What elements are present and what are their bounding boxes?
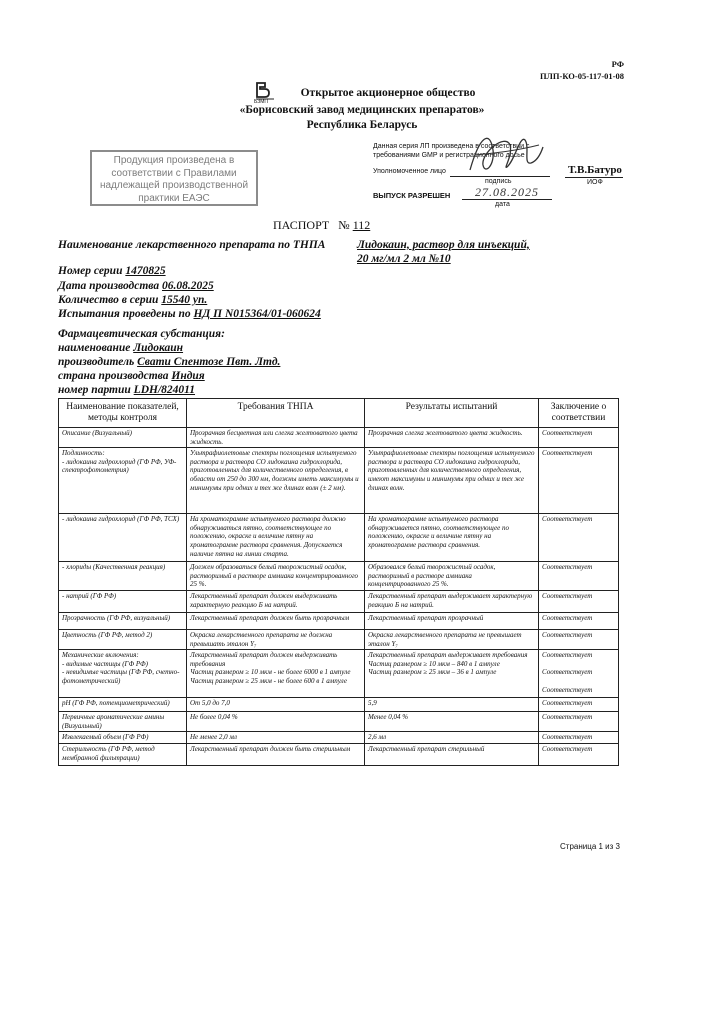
table-row	[59, 590, 619, 612]
cell-requirement: Ультрафиолетовые спектры поглощения испытуемого раствора и раствора СО лидокаина гидрохлорида, приготовленных для количественного определения, в области от 250 до 300 нм, должны иметь максимумы и минимумы при одних и тех же длинах волн (± 2 нм).	[187, 448, 365, 514]
substance-country-row	[58, 370, 205, 382]
cell-indicator: - лидокаина гидрохлорид (ГФ РФ, ТСХ)	[59, 514, 187, 562]
table-row	[59, 448, 619, 514]
company-line3: Республика Беларусь	[306, 119, 418, 131]
signature-caption: подпись	[485, 178, 512, 185]
drug-label: Наименование лекарственного препарата по ТНПА	[58, 239, 326, 251]
cell-result: Менее 0,04 %	[365, 712, 539, 732]
tests-value: НД П N015364/01-060624	[193, 308, 321, 320]
company-line2: «Борисовский завод медицинских препаратов»	[239, 104, 485, 116]
cell-requirement: Лекарственный препарат должен выдерживать требования Частиц размером ≥ 10 мкм - не более 6000 в 1 ампуле Частиц размером ≥ 25 мкм - не более 600 в 1 ампуле	[187, 650, 365, 698]
table-row	[59, 629, 619, 649]
doc-code	[540, 58, 624, 82]
table-row	[59, 743, 619, 765]
cell-indicator: Первичные ароматические амины (Визуальный)	[59, 712, 187, 732]
cell-conclusion: Соответствует	[539, 743, 619, 765]
release-statement: Данная серия ЛП произведена в соответствии с требованиями GMP и регистрационного досье	[373, 143, 530, 159]
date-line	[462, 199, 552, 200]
cell-requirement: От 5,0 до 7,0	[187, 698, 365, 712]
cell-conclusion: Соответствует	[539, 562, 619, 591]
cell-indicator: Извлекаемый объем (ГФ РФ)	[59, 732, 187, 744]
release-label: ВЫПУСК РАЗРЕШЕН	[373, 191, 451, 200]
substance-maker-row	[58, 356, 280, 368]
tests-label: Испытания проведены по	[58, 308, 191, 320]
substance-heading: Фармацевтическая субстанция:	[58, 328, 225, 340]
name-caption: ИОФ	[587, 179, 603, 186]
cell-requirement: Не менее 2,0 мл	[187, 732, 365, 744]
passport-title-text: ПАСПОРТ	[273, 218, 330, 232]
cell-conclusion: Соответствует	[539, 448, 619, 514]
table-row	[59, 514, 619, 562]
cell-result: Лекарственный препарат прозрачный	[365, 612, 539, 629]
cell-indicator: Описание (Визуальный)	[59, 428, 187, 448]
cell-result: 5,9	[365, 698, 539, 712]
cell-result: Образовался белый творожистый осадок, растворимый в растворе аммиака концентрированного 25 %.	[365, 562, 539, 591]
cell-result: Ультрафиолетовые спектры поглощения испытуемого раствора и раствора СО лидокаина гидрохлорида, приготовленных для количественного определения, имеют максимумы и минимумы при одних и тех же длинах волн.	[365, 448, 539, 514]
page-number: Страница 1 из 3	[560, 842, 620, 851]
substance-lot-row	[58, 384, 195, 396]
cell-result: Лекарственный препарат выдерживает требования Частиц размером ≥ 10 мкм – 840 в 1 ампуле Частиц размером ≥ 25 мкм – 36 в 1 ампуле	[365, 650, 539, 698]
passport-number: 112	[352, 218, 371, 232]
cell-requirement: Лекарственный препарат должен быть прозрачным	[187, 612, 365, 629]
results-table	[58, 398, 619, 766]
doc-code-line1: РФ	[611, 59, 624, 69]
cell-conclusion: Соответствует	[539, 732, 619, 744]
release-date: 27.08.2025	[475, 185, 539, 199]
cell-conclusion: Соответствует	[539, 612, 619, 629]
header-conclusion: Заключение о соответствии	[539, 399, 619, 428]
table-row	[59, 712, 619, 732]
passport-number-label: №	[338, 218, 350, 232]
cell-requirement: Лекарственный препарат должен быть стерильным	[187, 743, 365, 765]
series-value: 1470825	[125, 265, 166, 277]
table-row	[59, 612, 619, 629]
cell-indicator: Цветность (ГФ РФ, метод 2)	[59, 629, 187, 649]
cell-conclusion: Соответствует	[539, 428, 619, 448]
substance-maker-value: Свати Спентозе Пвт. Лтд.	[137, 356, 281, 368]
quantity-row	[58, 294, 207, 306]
substance-lot-label: номер партии	[58, 384, 131, 396]
cell-indicator: Стерильность (ГФ РФ, метод мембранной фильтрации)	[59, 743, 187, 765]
production-date-value: 06.08.2025	[161, 280, 214, 292]
header-indicator: Наименование показателей, методы контроля	[59, 399, 187, 428]
production-date-row	[58, 280, 214, 292]
authorized-name: Т.В.Батуро	[568, 164, 622, 176]
table-row	[59, 562, 619, 591]
quantity-value: 15540 уп.	[161, 294, 208, 306]
table-row	[59, 650, 619, 698]
cell-conclusion: Соответствует	[539, 629, 619, 649]
substance-maker-label: производитель	[58, 356, 135, 368]
cell-requirement: Прозрачная бесцветная или слегка желтоватого цвета жидкость.	[187, 428, 365, 448]
cell-requirement: На хроматограмме испытуемого раствора должно обнаруживаться пятно, соответствующее по положению, окраске и величине пятну на хроматограмме раствора сравнения. Допускается наличие пятна на линии старта.	[187, 514, 365, 562]
authorized-label: Уполномоченное лицо	[373, 168, 446, 175]
cell-result: Прозрачная слегка желтоватого цвета жидкость.	[365, 428, 539, 448]
cell-result: Лекарственный препарат стерильный	[365, 743, 539, 765]
cell-conclusion: Соответствует	[539, 712, 619, 732]
table-row	[59, 732, 619, 744]
cell-requirement: Окраска лекарственного препарата не должна превышать эталон Y₇	[187, 629, 365, 649]
doc-code-line2: ПЛП-КО-05-117-01-08	[539, 71, 624, 81]
date-caption: дата	[495, 201, 510, 208]
cell-result: 2,6 мл	[365, 732, 539, 744]
cell-requirement: Должен образоваться белый творожистый осадок, растворимый в растворе аммиака концентрированного 25 %.	[187, 562, 365, 591]
header-requirements: Требования ТНПА	[187, 399, 365, 428]
handwritten-signature	[465, 125, 545, 185]
substance-country-value: Индия	[171, 370, 205, 382]
logo-caption: БЗМП	[254, 99, 269, 105]
name-line	[565, 177, 623, 178]
substance-country-label: страна производства	[58, 370, 169, 382]
cell-conclusion: Соответствует	[539, 698, 619, 712]
passport-title	[273, 218, 370, 233]
substance-lot-value: LDH/824011	[133, 384, 196, 396]
quantity-label: Количество в серии	[58, 294, 159, 306]
header-results: Результаты испытаний	[365, 399, 539, 428]
drug-name-line2: 20 мг/мл 2 мл №10	[357, 253, 451, 265]
table-row	[59, 698, 619, 712]
table-header-row	[59, 399, 619, 428]
substance-name-row	[58, 342, 183, 354]
cell-result: Лекарственный препарат выдерживает характерную реакцию Б на натрий.	[365, 590, 539, 612]
cell-requirement: Лекарственный препарат должен выдерживать характерную реакцию Б на натрий.	[187, 590, 365, 612]
cell-indicator: - хлориды (Качественная реакция)	[59, 562, 187, 591]
tests-row	[58, 308, 321, 320]
cell-conclusion: Соответствует	[539, 590, 619, 612]
table-row	[59, 428, 619, 448]
cell-conclusion: Соответствует	[539, 514, 619, 562]
production-date-label: Дата производства	[58, 280, 160, 292]
cell-indicator: - натрий (ГФ РФ)	[59, 590, 187, 612]
cell-requirement: Не более 0,04 %	[187, 712, 365, 732]
cell-indicator: Механические включения: - видимые частицы (ГФ РФ) - невидимые частицы (ГФ РФ, счетно-фотометрический)	[59, 650, 187, 698]
company-line1: Открытое акционерное общество	[300, 87, 476, 99]
cell-indicator: Подлинность: - лидокаина гидрохлорид (ГФ РФ, УФ-спектрофотометрия)	[59, 448, 187, 514]
cell-indicator: pH (ГФ РФ, потенциометрический)	[59, 698, 187, 712]
series-row	[58, 265, 166, 277]
cell-result: Окраска лекарственного препарата не превышает эталон Y₇	[365, 629, 539, 649]
cell-conclusion: Соответствует Соответствует Соответствует	[539, 650, 619, 698]
substance-name-label: наименование	[58, 342, 131, 354]
gmp-stamp: Продукция произведена в соответствии с Правилами надлежащей производственной практики ЕАЭС	[90, 150, 258, 206]
table-body	[59, 428, 619, 766]
cell-indicator: Прозрачность (ГФ РФ, визуальный)	[59, 612, 187, 629]
series-label: Номер серии	[58, 265, 123, 277]
substance-name-value: Лидокаин	[133, 342, 184, 354]
cell-result: На хроматограмме испытуемого раствора обнаруживается пятно, соответствующее по положению, окраске и величине пятну на хроматограмме раствора сравнения.	[365, 514, 539, 562]
drug-name-line1: Лидокаин, раствор для инъекций,	[357, 239, 530, 251]
